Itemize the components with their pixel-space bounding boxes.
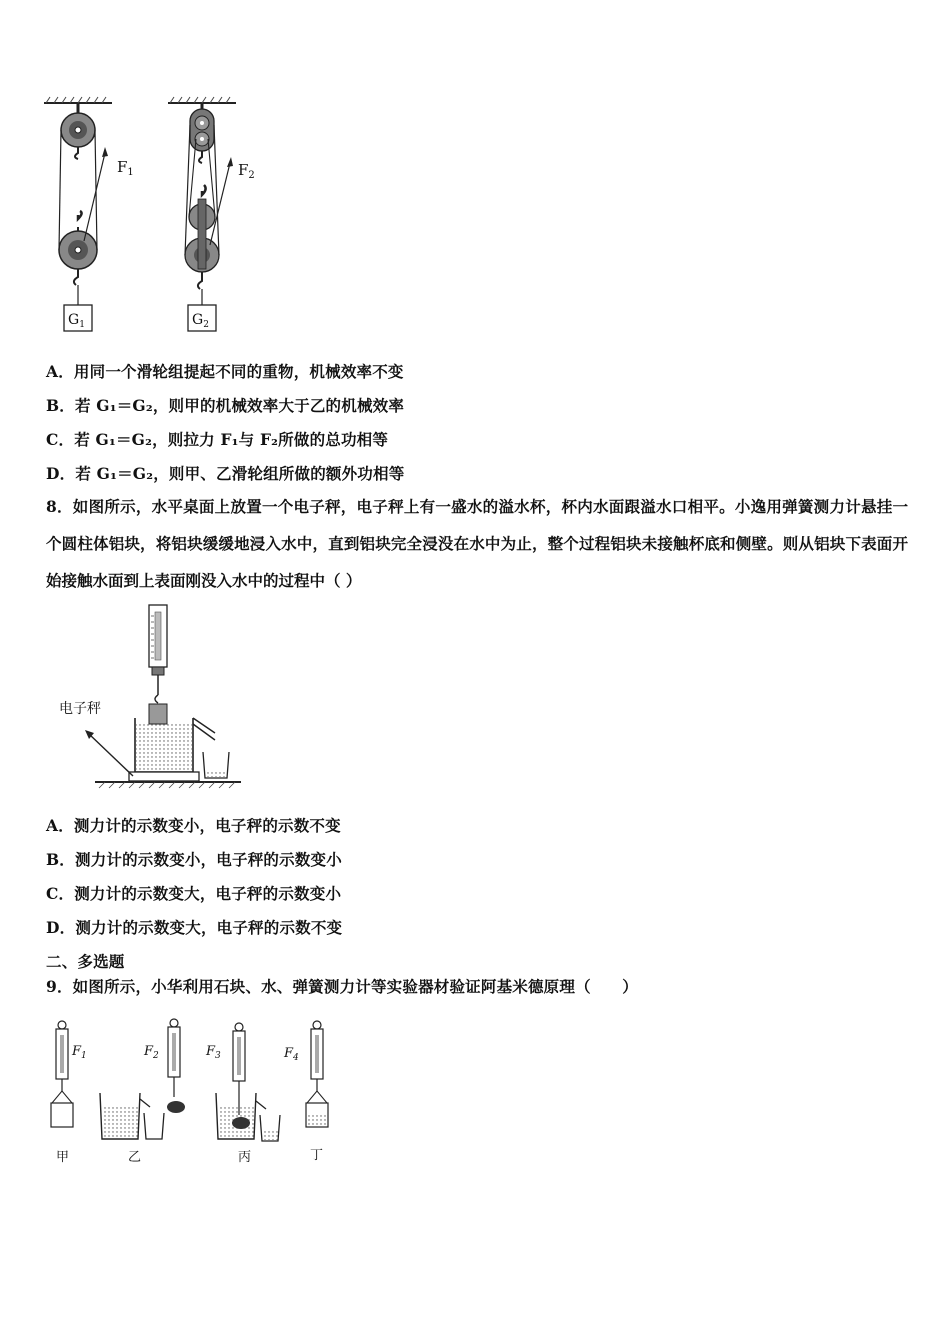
pulley-figure [40, 95, 270, 340]
section-title: 二、多选题 [46, 952, 125, 971]
f2-label: $F_2$ [238, 161, 255, 181]
q8-option-c: C．测力计的示数变大，电子秤的示数变小 [46, 884, 342, 903]
g1-label: $G_1$ [68, 312, 85, 330]
f4-force-label: $F_4$ [284, 1046, 299, 1063]
q8-stem: 8．如图所示，水平桌面上放置一个电子秤，电子秤上有一盛水的溢水杯，杯内水面跟溢水口相平。小逸用弹簧测力计悬挂一个圆柱体铝块，将铝块缓缓地浸入水中，直到铝块完全浸没在水中为止，整个过程铝块未接触杯底和侧壁。则从铝块下表面开始接触水面到上表面刚没入水中的过程中（ ） [46, 497, 908, 590]
q7-option-d: D．若 G₁＝G₂，则甲、乙滑轮组所做的额外功相等 [46, 464, 405, 483]
label-jia: 甲 [56, 1150, 70, 1165]
archimedes-figure [40, 1015, 350, 1170]
q7-option-a: A．用同一个滑轮组提起不同的重物，机械效率不变 [46, 362, 404, 381]
f1-label: $F_1$ [117, 158, 134, 178]
q8-option-d: D．测力计的示数变大，电子秤的示数不变 [46, 918, 343, 937]
q9-stem: 9．如图所示，小华利用石块、水、弹簧测力计等实验器材验证阿基米德原理（ ） [46, 977, 638, 996]
overflow-cup-figure [55, 600, 255, 790]
q7-option-b: B．若 G₁＝G₂，则甲的机械效率大于乙的机械效率 [46, 396, 405, 415]
label-ding: 丁 [310, 1148, 324, 1163]
f1-force-label: $F_1$ [72, 1044, 87, 1061]
q8-option-a: A．测力计的示数变小，电子秤的示数不变 [46, 816, 341, 835]
q8-option-b: B．测力计的示数变小，电子秤的示数变小 [46, 850, 342, 869]
label-yi: 乙 [128, 1150, 142, 1165]
label-bing: 丙 [238, 1150, 252, 1165]
q7-option-c: C．若 G₁＝G₂，则拉力 F₁与 F₂所做的总功相等 [46, 430, 389, 449]
f3-force-label: $F_3$ [206, 1044, 221, 1061]
f2-force-label: $F_2$ [144, 1044, 159, 1061]
g2-label: $G_2$ [192, 312, 209, 330]
electronic-scale-label: 电子秤 [59, 701, 101, 717]
